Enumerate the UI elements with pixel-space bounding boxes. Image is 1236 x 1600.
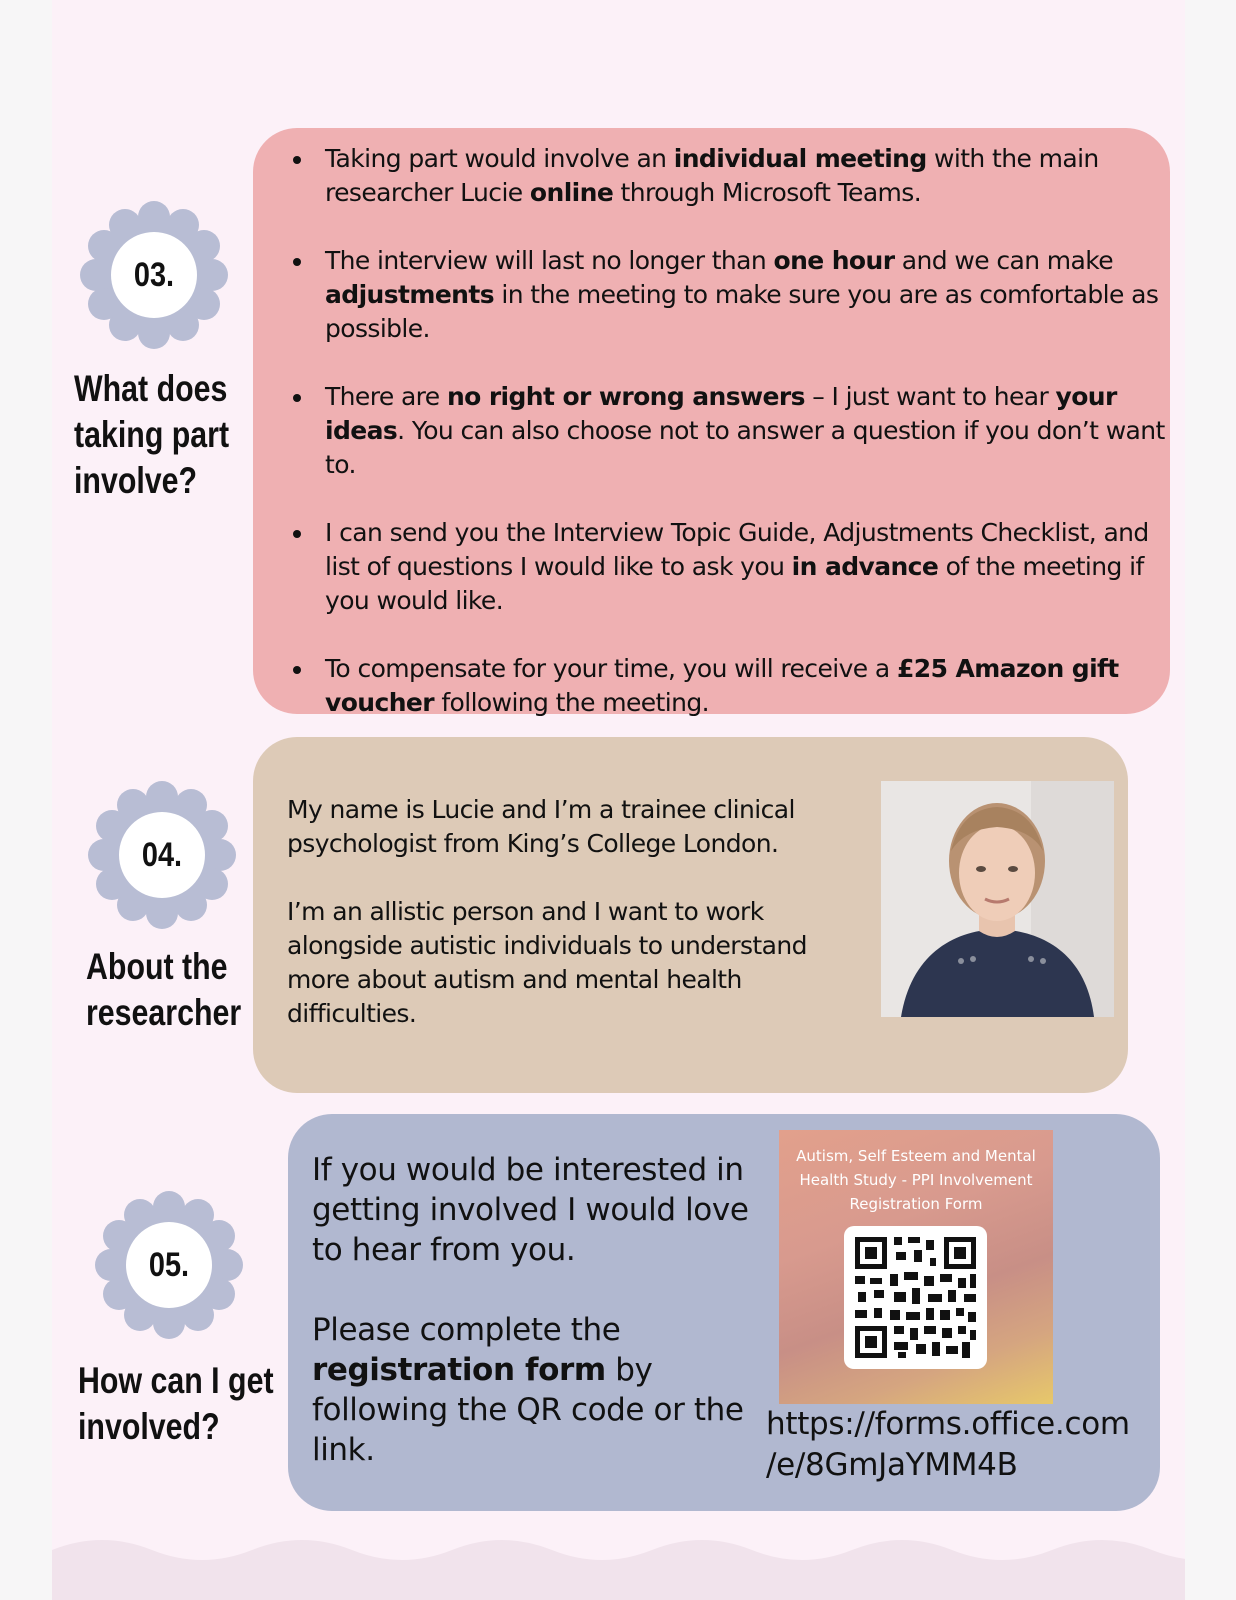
decorative-wave-footer: [52, 1530, 1185, 1600]
bio-paragraph: My name is Lucie and I’m a trainee clinical psychologist from King’s College London.: [287, 795, 795, 858]
flower-badge-04: [87, 780, 237, 930]
flower-badge-03: [79, 200, 229, 350]
list-item: There are no right or wrong answers – I just want to hear your ideas. You can also choose not to answer a question if you don’t want to.: [287, 380, 1167, 482]
list-item: I can send you the Interview Topic Guide, Adjustments Checklist, and list of questions I would like to ask you in advance of the meeting if you would like.: [287, 516, 1167, 618]
qr-card-title: Autism, Self Esteem and Mental Health Study - PPI Involvement Registration Form: [796, 1147, 1036, 1213]
list-item: The interview will last no longer than one hour and we can make adjustments in the meeting to make sure you are as comfortable as possible.: [287, 244, 1167, 346]
researcher-card: [253, 737, 1128, 1093]
section-number: 04.: [141, 835, 183, 874]
section-title-get-involved: How can I get involved?: [78, 1360, 274, 1447]
involvement-card: [253, 128, 1170, 717]
section-title-involvement: What does taking part involve?: [74, 368, 230, 501]
get-involved-card: [288, 1114, 1160, 1511]
section-title-researcher: About the researcher: [86, 946, 242, 1033]
qr-code-card[interactable]: [779, 1130, 1053, 1404]
get-involved-text: [312, 1150, 772, 1510]
section-number: 03.: [133, 255, 175, 294]
registration-form-link[interactable]: registration form: [312, 1352, 606, 1388]
cta-paragraph: Please complete the registration form by following the QR code or the link.: [312, 1312, 744, 1468]
bio-paragraph: I’m an allistic person and I want to work alongside autistic individuals to understand more about autism and mental health difficulties.: [287, 897, 807, 1028]
cta-paragraph: If you would be interested in getting involved I would love to hear from you.: [312, 1152, 749, 1268]
qr-code[interactable]: [844, 1226, 987, 1369]
involvement-list: [287, 142, 1167, 754]
registration-link[interactable]: https://forms.office.com /e/8GmJaYMM4B: [766, 1406, 1130, 1483]
flyer-page: [52, 0, 1185, 1600]
qr-code-icon: [844, 1226, 987, 1369]
list-item: To compensate for your time, you will receive a £25 Amazon gift voucher following the meeting.: [287, 652, 1167, 720]
flower-badge-05: [94, 1190, 244, 1340]
section-number: 05.: [148, 1245, 190, 1284]
researcher-photo: [881, 781, 1114, 1017]
researcher-bio: [287, 793, 847, 1065]
list-item: Taking part would involve an individual meeting with the main researcher Lucie online through Microsoft Teams.: [287, 142, 1167, 210]
researcher-portrait-image: [881, 781, 1114, 1017]
